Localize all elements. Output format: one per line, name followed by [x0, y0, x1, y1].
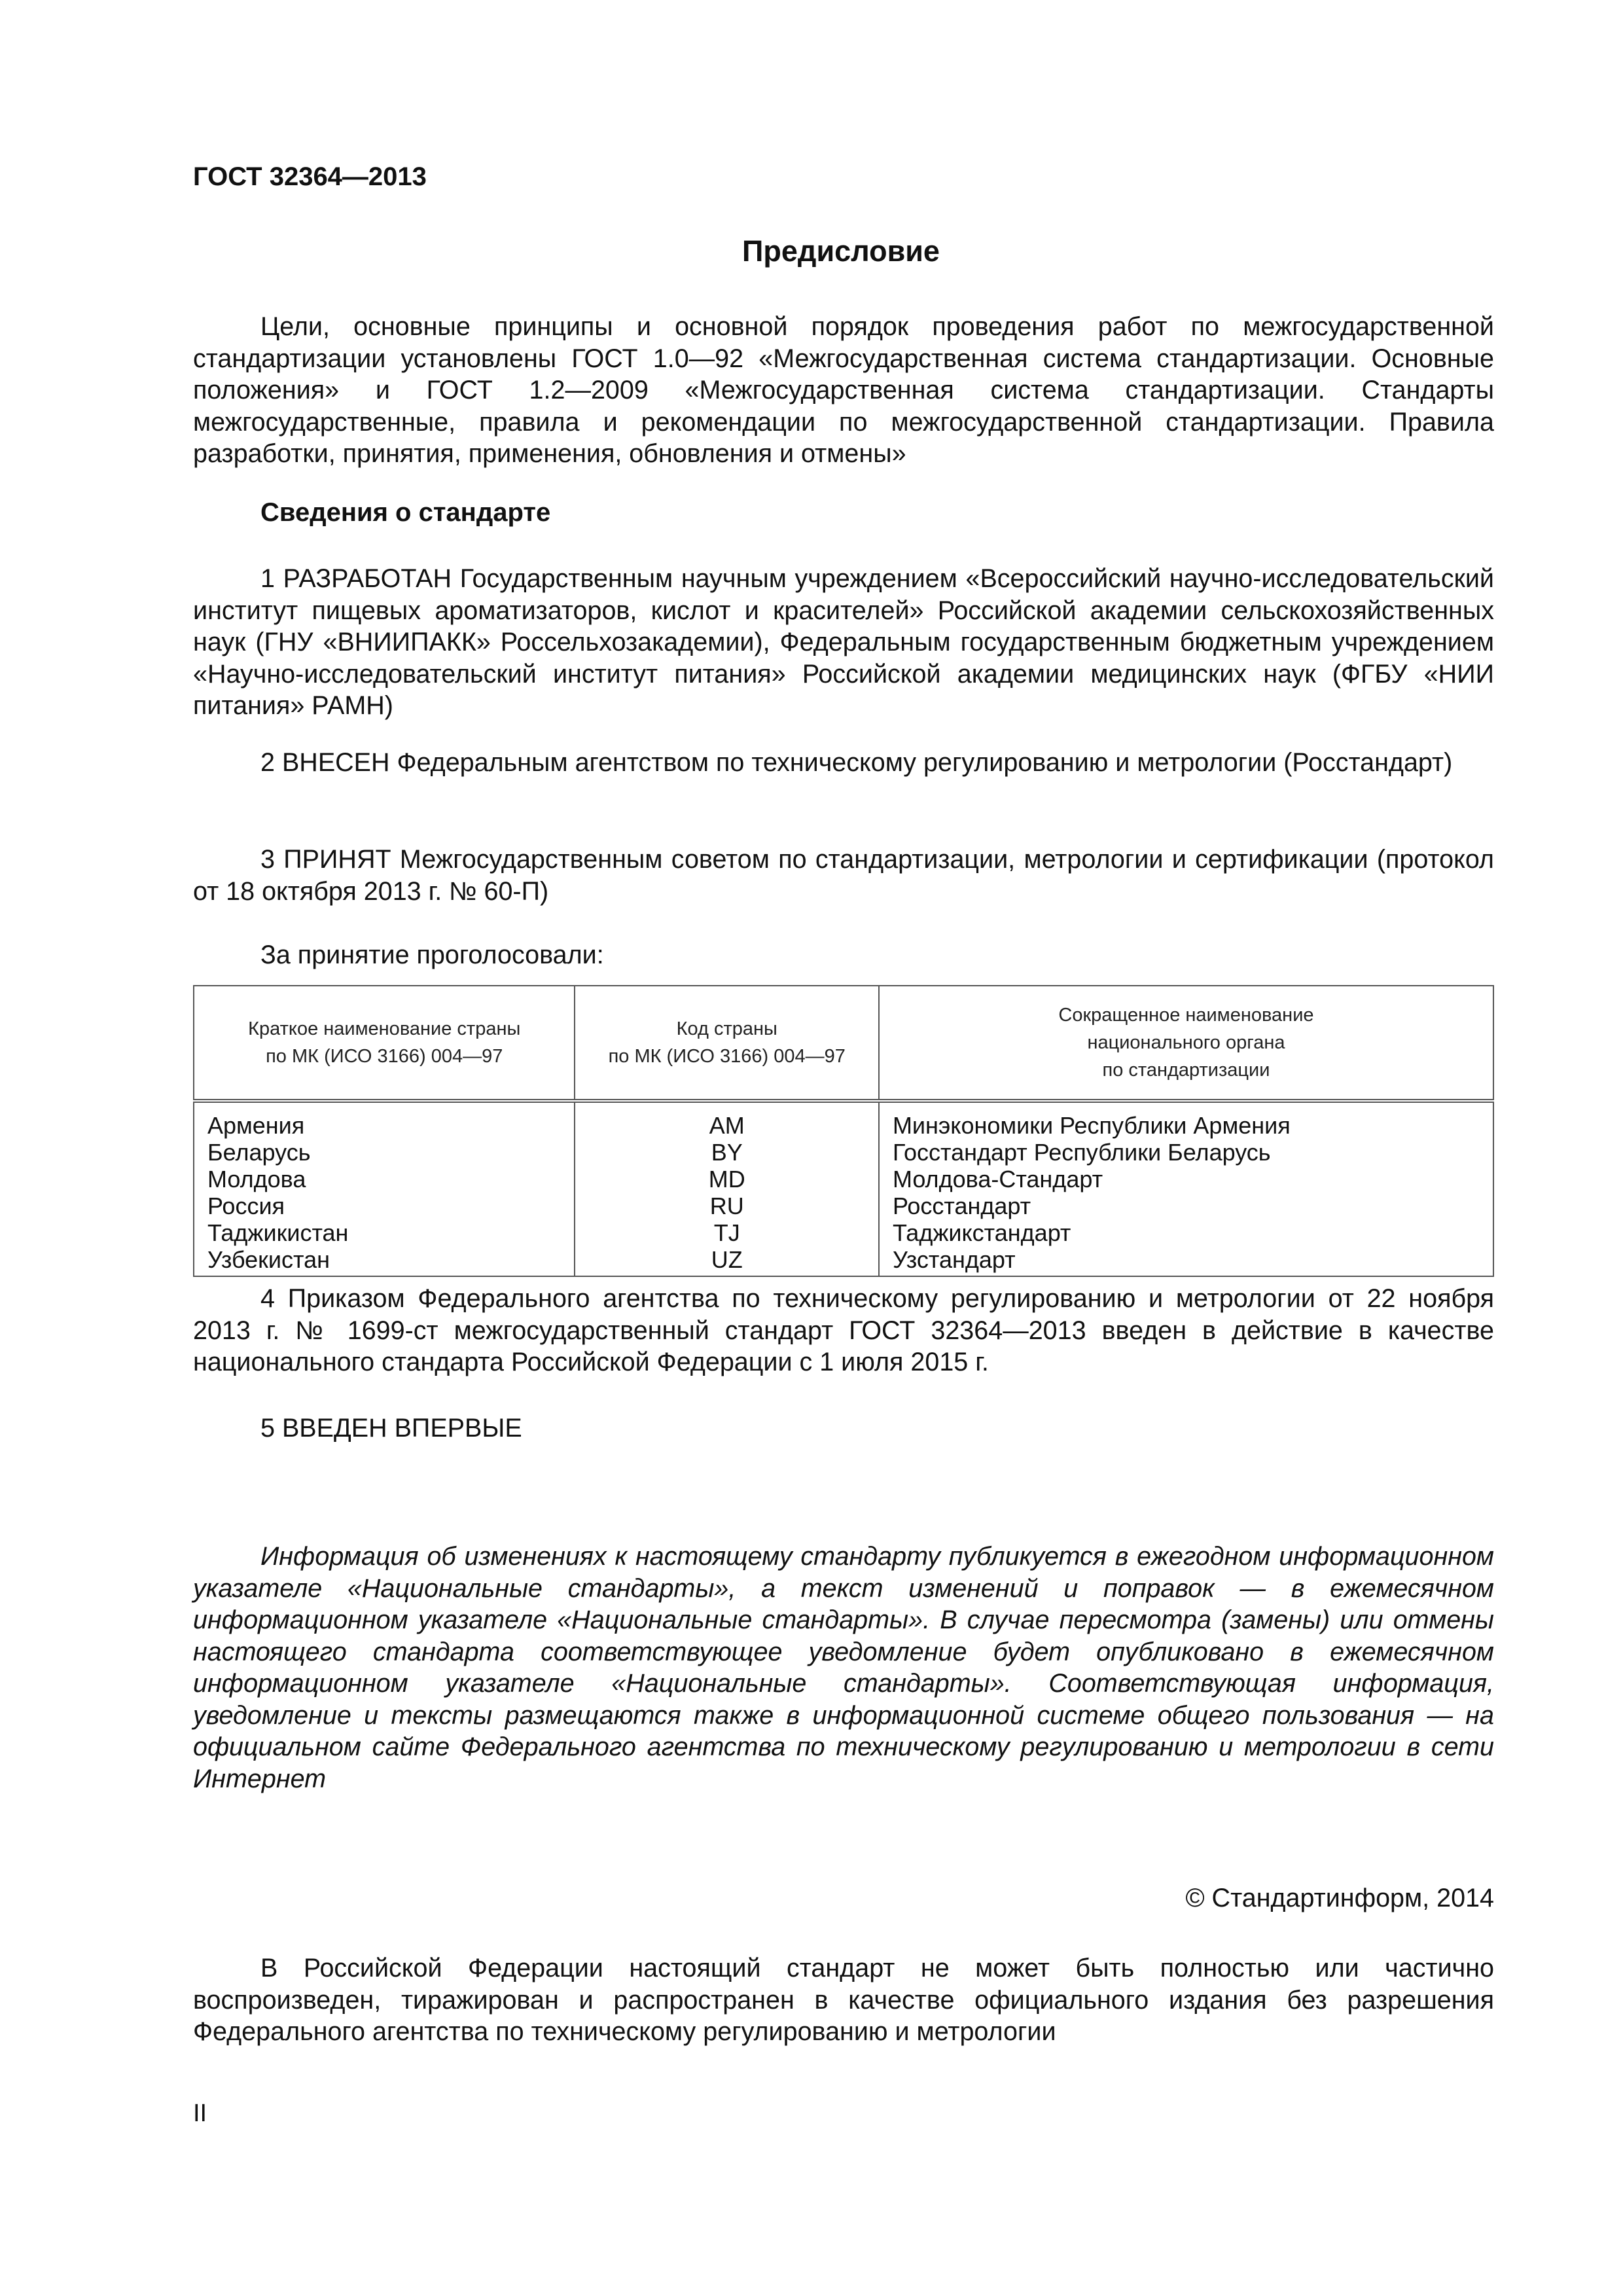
- country-name: Таджикистан: [194, 1219, 575, 1246]
- standards-body: Таджикстандарт: [879, 1219, 1493, 1246]
- standards-body: Молдова-Стандарт: [879, 1166, 1493, 1193]
- vote-lead: За принятие проголосовали:: [260, 941, 604, 969]
- document-id: ГОСТ 32364—2013: [193, 162, 427, 191]
- country-code: MD: [575, 1166, 878, 1193]
- header-standards-body-line: национального органа: [1087, 1032, 1285, 1053]
- header-standards-body-line: Сокращенное наименование: [1058, 1005, 1314, 1026]
- country-code: RU: [575, 1193, 878, 1219]
- country-code: UZ: [575, 1246, 878, 1276]
- country-name: Молдова: [194, 1166, 575, 1193]
- section-heading: Предисловие: [742, 234, 940, 268]
- standards-body: Минэкономики Республики Армения: [879, 1101, 1493, 1139]
- table-row: [194, 1219, 1493, 1246]
- item-enacted: 4 Приказом Федерального агентства по техническому регулированию и метрологии от 22 ноября 2013 г. № 1699-ст межгосударственный стандарт ГОСТ 32364—2013 введен в действие в качестве национального стандарта Российской Федерации с 1 июля 2015 г.: [193, 1284, 1494, 1376]
- table-row: [194, 1246, 1493, 1276]
- header-country-code: [575, 986, 878, 1101]
- country-name: Узбекистан: [194, 1246, 575, 1276]
- country-name: Армения: [194, 1101, 575, 1139]
- changes-notice: Информация об изменениях к настоящему стандарту публикуется в ежегодном информационном указателе «Национальные стандарты», а текст изменений и поправок — в ежемесячном информационном указателе «Национальные стандарты». В случае пересмотра (замены) или отмены настоящего стандарта соответствующее уведомление будет опубликовано в ежемесячном информационном указателе «Национальные стандарты». Соответствующая информация, уведомление и тексты размещаются также в информационной системе общего пользования — на официальном сайте Федерального агентства по техническому регулированию и метрологии в сети Интернет: [193, 1542, 1494, 1793]
- item-first-introduced: 5 ВВЕДЕН ВПЕРВЫЕ: [260, 1414, 522, 1443]
- country-code: TJ: [575, 1219, 878, 1246]
- vote-table-header: [194, 986, 1493, 1101]
- table-row: [194, 1193, 1493, 1219]
- table-row: [194, 1166, 1493, 1193]
- country-name: Беларусь: [194, 1139, 575, 1166]
- vote-table: [193, 985, 1494, 1277]
- standards-body: Узстандарт: [879, 1246, 1493, 1276]
- header-standards-body-line: по стандартизации: [1102, 1060, 1270, 1081]
- country-code: BY: [575, 1139, 878, 1166]
- header-country-code-line: Код страны: [676, 1018, 777, 1039]
- header-country-name: [194, 986, 575, 1101]
- rights-notice: В Российской Федерации настоящий стандарт не может быть полностью или частично воспроизведен, тиражирован и распространен в качестве официального издания без разрешения Федерального агентства по техническому регулированию и метрологии: [193, 1954, 1494, 2046]
- info-heading: Сведения о стандарте: [260, 498, 551, 527]
- country-name: Россия: [194, 1193, 575, 1219]
- copyright: © Стандартинформ, 2014: [1185, 1884, 1494, 1912]
- header-standards-body: [879, 986, 1493, 1101]
- standards-body: Росстандарт: [879, 1193, 1493, 1219]
- intro-paragraph: Цели, основные принципы и основной порядок проведения работ по межгосударственной стандартизации установлены ГОСТ 1.0—92 «Межгосударственная система стандартизации. Основные положения» и ГОСТ 1.2—2009 «Межгосударственная система стандартизации. Стандарты межгосударственные, правила и рекомендации по межгосударственной стандартизации. Правила разработки, принятия, применения, обновления и отмены»: [193, 312, 1494, 468]
- page-number: II: [193, 2100, 207, 2127]
- table-row: [194, 1139, 1493, 1166]
- item-developed: 1 РАЗРАБОТАН Государственным научным учреждением «Всероссийский научно-исследовательский институт пищевых ароматизаторов, кислот и красителей» Российской академии сельскохозяйственных наук (ГНУ «ВНИИПАКК» Россельхозакадемии), Федеральным государственным бюджетным учреждением «Научно-исследовательский институт питания» Российской академии медицинских наук (ФГБУ «НИИ питания» РАМН): [193, 564, 1494, 720]
- item-submitted: 2 ВНЕСЕН Федеральным агентством по техническому регулированию и метрологии (Росстандарт): [260, 748, 1453, 777]
- country-code: AM: [575, 1101, 878, 1139]
- header-country-code-line: по МК (ИСО 3166) 004—97: [608, 1046, 846, 1067]
- table-row: [194, 1101, 1493, 1139]
- item-adopted: 3 ПРИНЯТ Межгосударственным советом по стандартизации, метрологии и сертификации (протокол от 18 октября 2013 г. № 60-П): [193, 845, 1494, 906]
- standards-body: Госстандарт Республики Беларусь: [879, 1139, 1493, 1166]
- header-country-name-line: Краткое наименование страны: [248, 1018, 521, 1039]
- header-country-name-line: по МК (ИСО 3166) 004—97: [266, 1046, 503, 1067]
